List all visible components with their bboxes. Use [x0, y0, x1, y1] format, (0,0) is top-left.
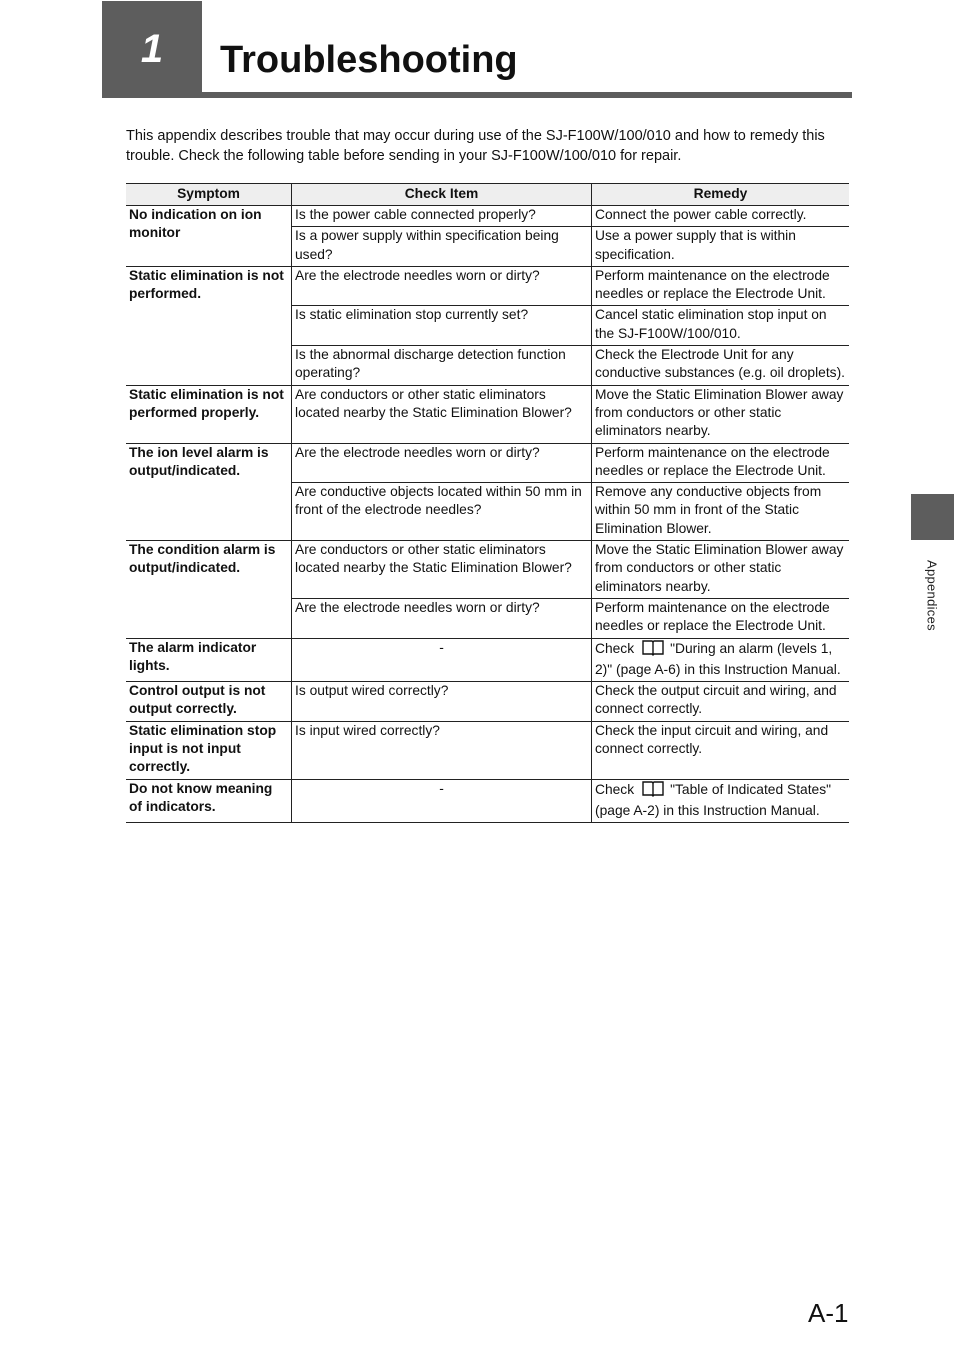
- remedy-cell: Remove any conductive objects from within 50 mm in front of the Static Elimination Blower.: [592, 483, 850, 541]
- symptom-cell: Static elimination is not performed properly.: [126, 385, 292, 443]
- symptom-cell: The condition alarm is output/indicated.: [126, 541, 292, 638]
- remedy-cell: [592, 779, 850, 823]
- symptom-cell: Static elimination is not performed.: [126, 266, 292, 385]
- title-rule: [102, 92, 852, 98]
- remedy-prefix: Check: [595, 781, 635, 797]
- table-row: [126, 779, 849, 823]
- check-item-cell: Are conductors or other static eliminators located nearby the Static Elimination Blower?: [292, 541, 592, 599]
- remedy-cell: Check the output circuit and wiring, and connect correctly.: [592, 682, 850, 722]
- symptom-cell: The alarm indicator lights.: [126, 638, 292, 682]
- remedy-cell: Move the Static Elimination Blower away from conductors or other static eliminators nearby.: [592, 541, 850, 599]
- check-item-cell: -: [292, 779, 592, 823]
- check-item-cell: -: [292, 638, 592, 682]
- symptom-cell: No indication on ion monitor: [126, 206, 292, 267]
- symptom-cell: The ion level alarm is output/indicated.: [126, 443, 292, 540]
- check-item-cell: Are the electrode needles worn or dirty?: [292, 443, 592, 483]
- intro-paragraph: This appendix describes trouble that may occur during use of the SJ-F100W/100/010 and how to remedy this trouble. Check the following table before sending in your SJ-F100W/100/010 for repair.: [126, 128, 825, 164]
- section-tab-label: Appendices: [924, 560, 940, 631]
- header-check-item: Check Item: [292, 184, 592, 206]
- header-remedy: Remedy: [592, 184, 850, 206]
- table-row: [126, 721, 849, 779]
- remedy-text: "During an alarm (levels 1, 2)" (page A-6) in this Instruction Manual.: [595, 640, 841, 677]
- table-row: [126, 638, 849, 682]
- book-icon[interactable]: [642, 780, 664, 802]
- check-item-cell: Are conductors or other static eliminators located nearby the Static Elimination Blower?: [292, 385, 592, 443]
- table-row: [126, 443, 849, 483]
- chapter-number-box: [102, 1, 202, 97]
- check-item-cell: Are the electrode needles worn or dirty?: [292, 598, 592, 638]
- header-symptom: Symptom: [126, 184, 292, 206]
- remedy-cell: Cancel static elimination stop input on the SJ-F100W/100/010.: [592, 306, 850, 346]
- troubleshooting-table: [126, 183, 849, 823]
- table-row: [126, 385, 849, 443]
- table-row: [126, 206, 849, 227]
- remedy-cell: Connect the power cable correctly.: [592, 206, 850, 227]
- check-item-cell: Is the power cable connected properly?: [292, 206, 592, 227]
- check-item-cell: Are conductive objects located within 50 mm in front of the electrode needles?: [292, 483, 592, 541]
- table-header-row: [126, 184, 849, 206]
- remedy-cell: Use a power supply that is within specification.: [592, 227, 850, 267]
- check-item-cell: Are the electrode needles worn or dirty?: [292, 266, 592, 306]
- remedy-text: "Table of Indicated States" (page A-2) in this Instruction Manual.: [595, 781, 832, 818]
- check-item-cell: Is a power supply within specification being used?: [292, 227, 592, 267]
- book-icon[interactable]: [642, 639, 664, 661]
- symptom-cell: Do not know meaning of indicators.: [126, 779, 292, 823]
- symptom-cell: Static elimination stop input is not input correctly.: [126, 721, 292, 779]
- check-item-cell: Is output wired correctly?: [292, 682, 592, 722]
- table-row: [126, 266, 849, 306]
- page-title: Troubleshooting: [220, 39, 518, 81]
- page-number: A-1: [808, 1298, 849, 1328]
- remedy-cell: Check the input circuit and wiring, and connect correctly.: [592, 721, 850, 779]
- remedy-prefix: Check: [595, 640, 635, 656]
- remedy-cell: Perform maintenance on the electrode needles or replace the Electrode Unit.: [592, 598, 850, 638]
- remedy-cell: [592, 638, 850, 682]
- section-tab[interactable]: [911, 494, 954, 540]
- remedy-cell: Perform maintenance on the electrode needles or replace the Electrode Unit.: [592, 266, 850, 306]
- table-row: [126, 541, 849, 599]
- table-row: [126, 682, 849, 722]
- check-item-cell: Is the abnormal discharge detection function operating?: [292, 346, 592, 386]
- check-item-cell: Is static elimination stop currently set?: [292, 306, 592, 346]
- remedy-cell: Move the Static Elimination Blower away from conductors or other static eliminators nearby.: [592, 385, 850, 443]
- check-item-cell: Is input wired correctly?: [292, 721, 592, 779]
- chapter-number: 1: [140, 26, 164, 71]
- remedy-cell: Perform maintenance on the electrode needles or replace the Electrode Unit.: [592, 443, 850, 483]
- symptom-cell: Control output is not output correctly.: [126, 682, 292, 722]
- remedy-cell: Check the Electrode Unit for any conductive substances (e.g. oil droplets).: [592, 346, 850, 386]
